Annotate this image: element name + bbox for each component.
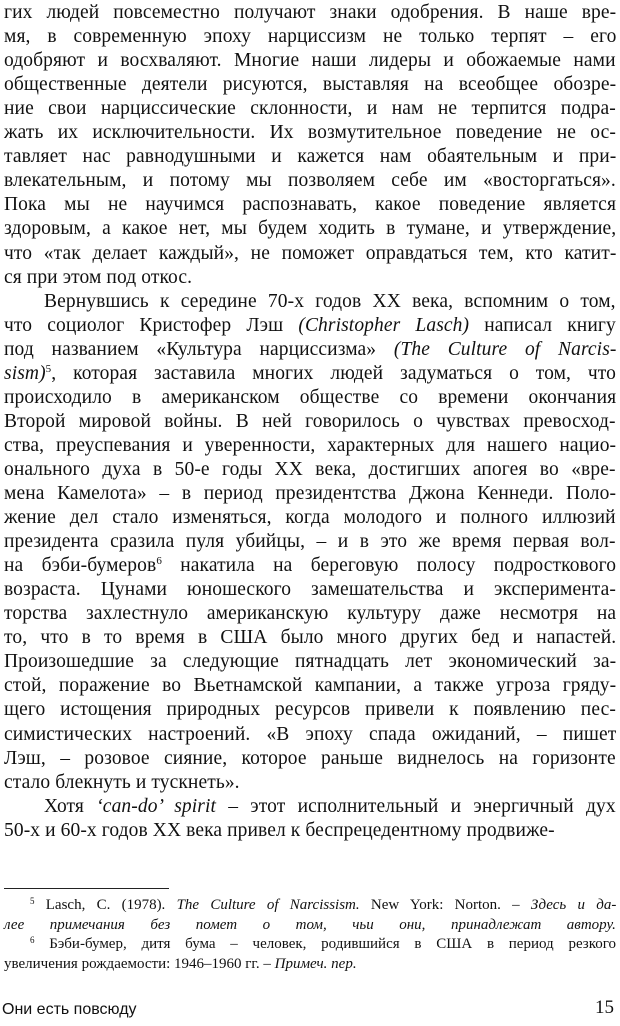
text-line (4, 554, 616, 578)
text-run: ние свои нарциссические склонности, и нам не терпится подра- (4, 98, 616, 120)
text-run: жение дел стало изменяться, когда молодого и полного иллюзий (4, 507, 616, 529)
text-run: ся при этом под откос. (4, 266, 193, 288)
footnote-rule (4, 888, 169, 889)
page-number: 15 (595, 997, 614, 1018)
text-run: Вернувшись к середине 70-х годов XX века, вспомним о том, (44, 290, 616, 312)
text-run: происходило в американском обществе со времени окончания (4, 386, 617, 408)
footnote-marker: 6 (30, 935, 35, 945)
text-line (4, 530, 616, 554)
text-run: мя, в современную эпоху нарциссизм не только терпят – его (4, 26, 617, 48)
text-run: Lasch, C. (1978). (34, 897, 177, 913)
text-line (4, 25, 616, 49)
text-line (4, 626, 616, 650)
text-line (4, 819, 555, 843)
text-run: на бэби-бумеров (4, 555, 157, 577)
text-run: 50-х и 60-х годов XX века привел к беспрецедентному продвиже- (4, 819, 555, 841)
text-run: то, что в то время в США было много других бед и напастей. (4, 627, 617, 649)
text-run: New York: Norton. – (359, 897, 531, 913)
footnote-line (4, 955, 357, 974)
text-run: президента сразила пуля убийцы, – и в это же время первая вол- (4, 531, 616, 553)
text-line (4, 242, 616, 266)
text-line (4, 723, 616, 747)
text-run: стой, поражение во Вьетнамской кампании, а также угроза гряду- (4, 675, 617, 697)
text-line (4, 434, 616, 458)
text-run: онального духа в 50-е годы XX века, достигших апогея во «вре- (4, 458, 616, 480)
text-run: Произошедшие за следующие пятнадцать лет экономический за- (4, 651, 617, 673)
text-line (4, 602, 616, 626)
footnote-line (30, 896, 616, 915)
text-line (4, 747, 616, 771)
text-run: симистических настроений. «В эпоху спада ожиданий, – пишет (4, 723, 617, 745)
text-run: тавляет нас равнодушными и кажется нам обаятельным и при- (4, 146, 617, 168)
text-line (4, 217, 616, 241)
italic-text: лее примечания без помет о том, чьи они, принадлежат автору. (4, 916, 616, 933)
text-line (4, 121, 616, 145)
text-line (4, 49, 616, 73)
text-line (4, 506, 616, 530)
text-line (4, 266, 192, 290)
text-line (4, 771, 240, 795)
text-run: написал книгу (469, 314, 616, 336)
footnote-line (30, 935, 616, 954)
italic-text: (Christopher Lasch) (298, 314, 470, 336)
text-line (4, 97, 616, 121)
text-run: – этот исполнительный и энергичный дух (216, 795, 616, 817)
italic-text: Примеч. пер. (274, 955, 357, 972)
text-line (4, 73, 616, 97)
text-line (4, 458, 616, 482)
text-run: Бэби-бумер, дитя бума – человек, родившийся в США в период резкого (34, 936, 617, 952)
text-run: общественные деятели рисуются, выставляя на всеобщее обозре- (4, 74, 617, 96)
text-run: жать их исключительности. Их возмутительное поведение не ос- (4, 122, 616, 144)
footnote-marker: 5 (45, 362, 52, 375)
text-run: что социолог Кристофер Лэш (4, 314, 299, 336)
text-run: Пока мы не научимся распознавать, какое поведение является (4, 194, 617, 216)
text-line (44, 290, 616, 314)
text-line (4, 650, 616, 674)
text-run: мена Камелота» – в период президентства Джона Кеннеди. Поло- (4, 483, 617, 504)
text-line (4, 314, 616, 338)
text-run: ства, преуспевания и уверенности, характерных для нашего нацио- (4, 434, 617, 456)
text-line (4, 674, 616, 698)
text-line (4, 338, 616, 362)
italic-text: (The Culture of Narcis- (393, 338, 617, 360)
text-line (4, 1, 616, 25)
italic-text: ‘can-do’ spirit (96, 795, 216, 817)
text-run: возраста. Цунами юношеского замешательства и эксперимента- (4, 579, 616, 601)
footnote-line (4, 916, 616, 935)
text-run: влекательным, и потому мы позволяем себе им «восторгаться». (4, 170, 616, 192)
text-run: гих людей повсеместно получают знаки одобрения. В наше вре- (4, 2, 617, 23)
text-run: здоровым, а какое нет, мы будем ходить в тумане, и утверждение, (4, 218, 617, 240)
text-run: щего истощения природных ресурсов привели к появлению пес- (4, 699, 616, 721)
text-line (4, 362, 616, 386)
text-line (4, 482, 616, 506)
text-line (4, 169, 616, 193)
text-run: стало блекнуть и тускнеть». (4, 771, 240, 793)
text-line (4, 145, 616, 169)
text-run: что «так делает каждый», не поможет оправдаться тем, кто катит- (4, 242, 617, 264)
italic-text: sism) (4, 362, 46, 384)
italic-text: The Culture of Narcissism. (176, 897, 360, 913)
text-run: увеличения рождаемости: 1946–1960 гг. – (4, 955, 275, 972)
text-line (4, 698, 616, 722)
italic-text: Здесь и да- (530, 897, 617, 913)
text-run: Лэш, – розовое сияние, которое раньше виднелось на горизонте (4, 747, 616, 769)
footnote-marker: 6 (156, 555, 162, 568)
footnote-marker: 5 (30, 896, 35, 906)
text-line (4, 578, 616, 602)
text-run: Второй мировой войны. В ней говорилось о чувствах превосход- (4, 410, 616, 432)
text-run: Хотя (44, 795, 97, 817)
text-run: накатила на береговую полосу подросткового (161, 555, 617, 577)
text-line (44, 795, 616, 819)
text-line (4, 386, 616, 410)
text-line (4, 193, 616, 217)
running-title: Они есть повсюду (2, 1001, 137, 1018)
text-line (4, 410, 616, 434)
text-run: , которая заставила многих людей задуматься о том, что (51, 362, 617, 384)
text-run: торства захлестнуло американскую культуру даже несмотря на (4, 603, 617, 625)
text-run: под названием «Культура нарциссизма» (4, 338, 394, 360)
text-run: одобряют и восхваляют. Многие наши лидеры и обожаемые нами (4, 50, 616, 72)
